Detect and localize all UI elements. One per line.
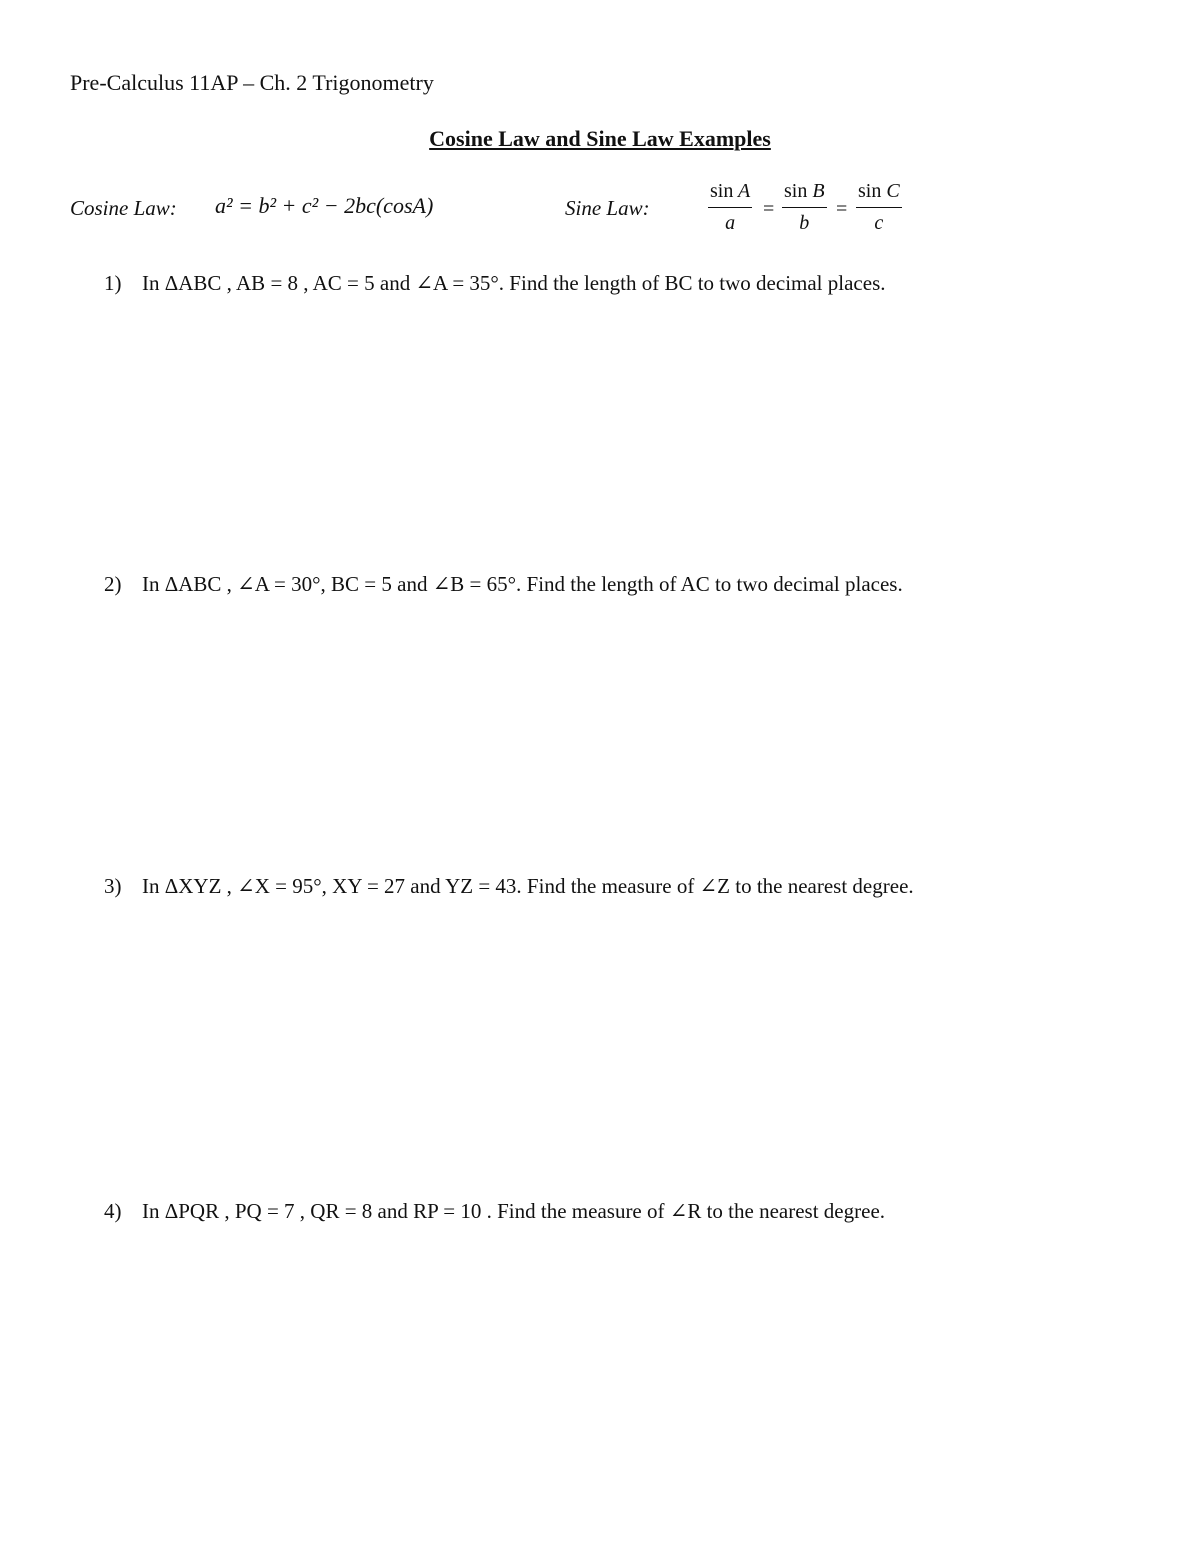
worksheet-title: Cosine Law and Sine Law Examples	[429, 126, 771, 151]
sine-law-fraction-b	[782, 180, 827, 235]
question-number: 2)	[104, 572, 122, 596]
fraction-numerator: B	[812, 180, 825, 202]
fraction-denominator: c	[874, 212, 884, 234]
sine-law-fraction-a	[708, 180, 752, 235]
question-3	[104, 874, 914, 899]
question-text: In ΔXYZ , ∠X = 95°, XY = 27 and YZ = 43. Find the measure of ∠Z to the nearest degree.	[142, 874, 914, 898]
cosine-law-label: Cosine Law:	[70, 196, 177, 220]
question-number: 1)	[104, 271, 122, 295]
question-text: In ΔPQR , PQ = 7 , QR = 8 and RP = 10 . Find the measure of ∠R to the nearest degree.	[142, 1199, 886, 1223]
fraction-function: sin	[784, 180, 808, 202]
question-2	[104, 572, 903, 597]
sine-law-label: Sine Law:	[565, 196, 650, 220]
fraction-denominator: a	[725, 212, 736, 234]
question-1	[104, 271, 886, 296]
cosine-law-formula: a² = b² + c² − 2bc(cosA)	[215, 193, 434, 218]
question-text: In ΔABC , ∠A = 30°, BC = 5 and ∠B = 65°. Find the length of AC to two decimal places.	[142, 572, 903, 596]
fraction-numerator: A	[737, 180, 751, 202]
question-4	[104, 1199, 885, 1224]
question-text: In ΔABC , AB = 8 , AC = 5 and ∠A = 35°. Find the length of BC to two decimal places.	[142, 271, 886, 295]
question-number: 3)	[104, 874, 122, 898]
question-number: 4)	[104, 1199, 122, 1223]
course-header: Pre-Calculus 11AP – Ch. 2 Trigonometry	[70, 70, 434, 95]
sine-law-fraction-c	[856, 180, 902, 235]
equals-sign: =	[763, 198, 775, 220]
equals-sign: =	[836, 198, 848, 220]
fraction-function: sin	[858, 180, 882, 202]
fraction-function: sin	[710, 180, 734, 202]
fraction-numerator: C	[886, 180, 900, 202]
fraction-denominator: b	[799, 212, 810, 234]
